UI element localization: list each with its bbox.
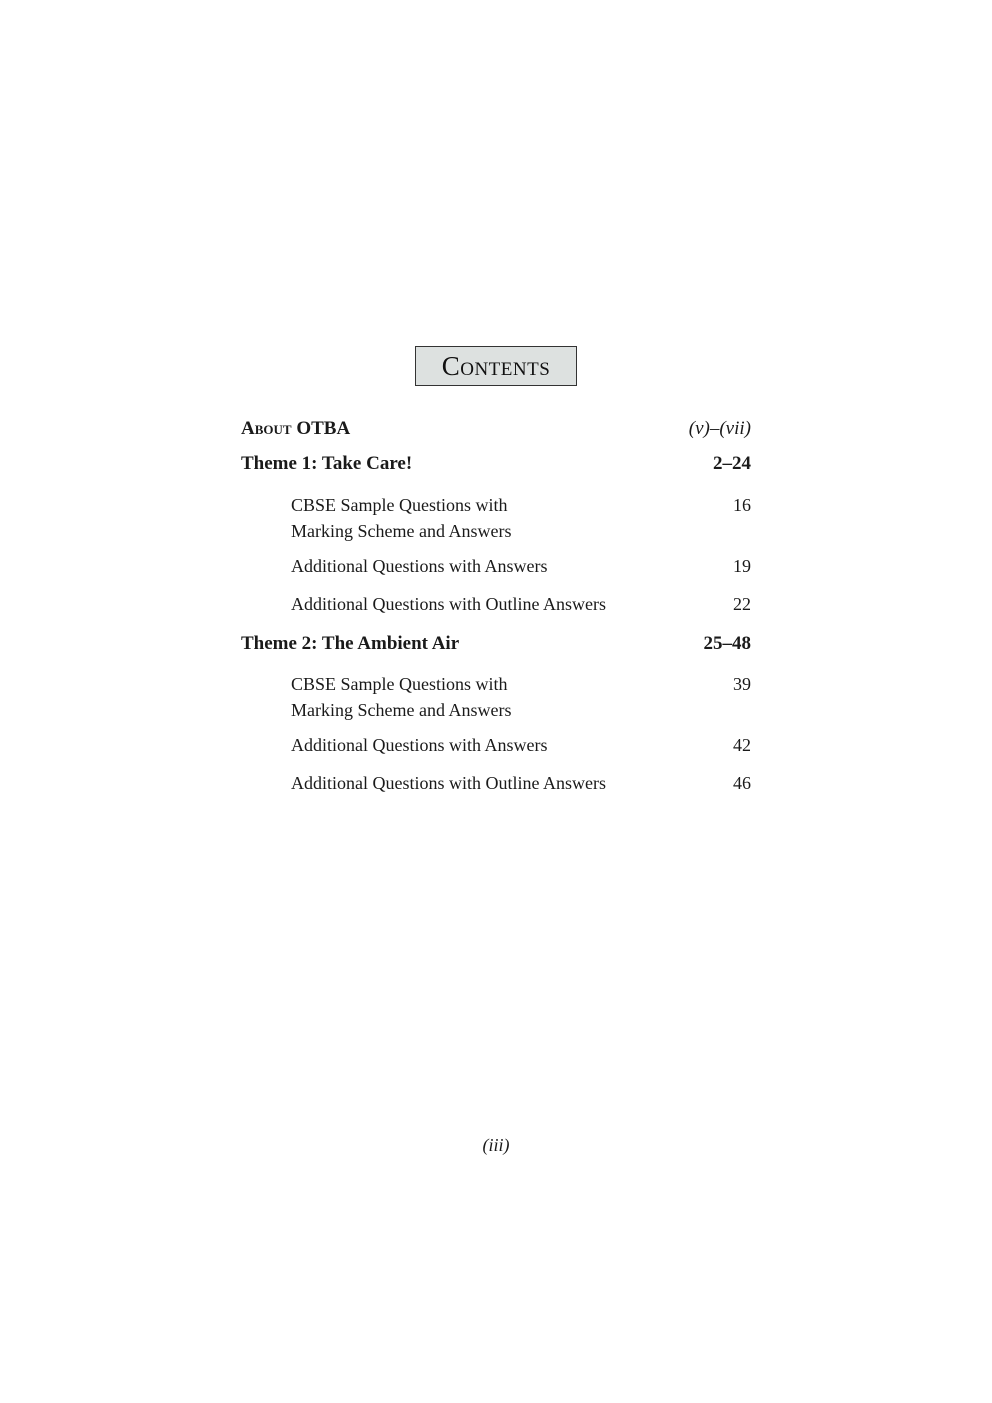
- page-number: (iii): [482, 1135, 510, 1155]
- toc-pages: 42: [733, 735, 751, 755]
- toc-entry-theme-2[interactable]: [241, 633, 751, 655]
- toc-label: Theme 1: Take Care!: [241, 453, 413, 474]
- contents-title: Contents: [441, 350, 551, 381]
- toc-entry-theme2-cbse-sample[interactable]: [291, 671, 751, 723]
- toc-pages: 46: [733, 773, 751, 793]
- toc-entry-theme1-additional-answers[interactable]: [291, 556, 751, 577]
- toc-label: About OTBA: [241, 418, 351, 439]
- toc-label: Additional Questions with Answers: [291, 556, 548, 576]
- toc-pages: 19: [733, 556, 751, 576]
- toc-pages: 16: [733, 495, 751, 515]
- toc-pages: 25–48: [703, 633, 751, 654]
- toc-entry-theme2-outline-answers[interactable]: [291, 773, 751, 794]
- toc-label: Theme 2: The Ambient Air: [241, 633, 460, 654]
- contents-title-box: [415, 346, 577, 386]
- toc-label: Additional Questions with Outline Answers: [291, 773, 606, 793]
- toc-pages: (v)–(vii): [688, 418, 751, 439]
- toc-pages: 22: [733, 594, 751, 614]
- toc-entry-theme1-outline-answers[interactable]: [291, 594, 751, 615]
- toc-label: CBSE Sample Questions with Marking Scheme and Answers: [291, 674, 512, 720]
- toc-entry-theme2-additional-answers[interactable]: [291, 735, 751, 756]
- toc-entry-theme1-cbse-sample[interactable]: [291, 492, 751, 544]
- toc-label: Additional Questions with Outline Answers: [291, 594, 606, 614]
- toc-entry-about-otba[interactable]: [241, 418, 751, 440]
- toc-entry-theme-1[interactable]: [241, 453, 751, 475]
- toc-label: CBSE Sample Questions with Marking Scheme and Answers: [291, 495, 512, 541]
- toc-pages: 2–24: [713, 453, 751, 474]
- toc-label: Additional Questions with Answers: [291, 735, 548, 755]
- toc-pages: 39: [733, 674, 751, 694]
